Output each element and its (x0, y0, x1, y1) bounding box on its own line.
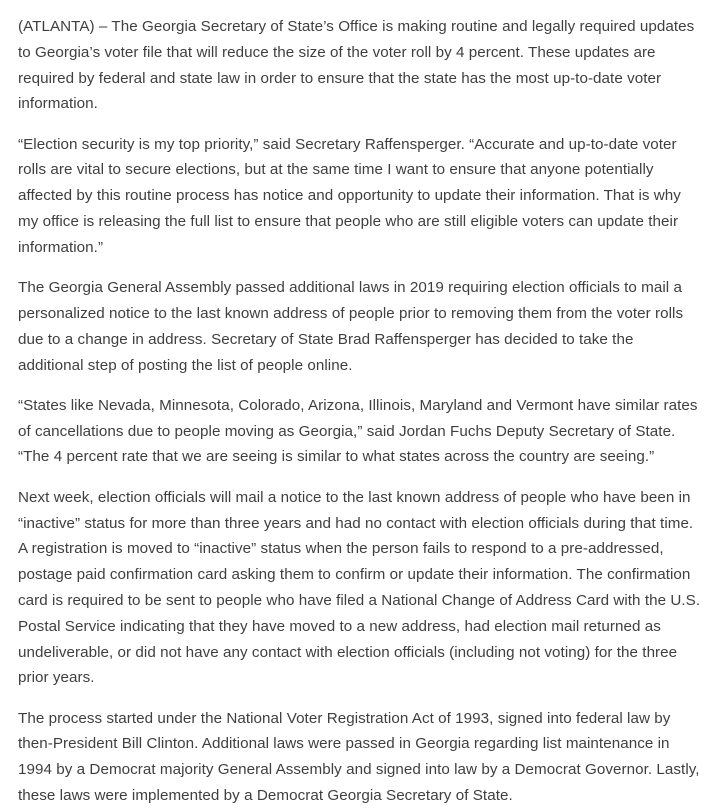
paragraph-next-week: Next week, election officials will mail a notice to the last known address of people who have been in “inactive” status for more than three years and had no contact with election officials during that time. A registration is moved to “inactive” status when the person fails to respond to a pre-addressed, postage paid confirmation card asking them to confirm or update their information. The confirmation card is required to be sent to people who have filed a National Change of Address Card with the U.S. Postal Service indicating that they have moved to a new address, had election mail returned as undeliverable, or did not have any contact with election officials (including not voting) for the three prior years. (18, 488, 701, 687)
paragraph-fuchs-quote: “States like Nevada, Minnesota, Colorado, Arizona, Illinois, Maryland and Vermont have similar rates of cancellations due to people moving as Georgia,” said Jordan Fuchs Deputy Secretary of State. “The 4 percent rate that we are seeing is similar to what states across the country are seeing.” (18, 396, 698, 466)
paragraph-nvra-history: The process started under the National Voter Registration Act of 1993, signed into federal law by then-President Bill Clinton. Additional laws were passed in Georgia regarding list maintenance in 1994 by a Democrat majority General Assembly and signed into law by a Democrat Governor. Lastly, these laws were implemented by a Democrat Georgia Secretary of State. (18, 709, 700, 805)
paragraph-general-assembly: The Georgia General Assembly passed additional laws in 2019 requiring election officials to mail a personalized notice to the last known address of people prior to removing them from the voter rolls due to a change in address. Secretary of State Brad Raffensperger has decided to take the additional step of posting the list of people online. (18, 279, 684, 374)
paragraph-raffensperger-quote: “Election security is my top priority,” said Secretary Raffensperger. “Accurate and up-to-date voter rolls are vital to secure elections, but at the same time I want to ensure that anyone potentially affected by this routine process has notice and opportunity to update their information. That is why my office is releasing the full list to ensure that people who are still eligible voters can update their information.” (18, 135, 681, 256)
paragraph-intro: (ATLANTA) – The Georgia Secretary of State’s Office is making routine and legally required updates to Georgia’s voter file that will reduce the size of the voter roll by 4 percent. These updates are required by federal and state law in order to ensure that the state has the most up-to-date voter information. (18, 18, 695, 113)
